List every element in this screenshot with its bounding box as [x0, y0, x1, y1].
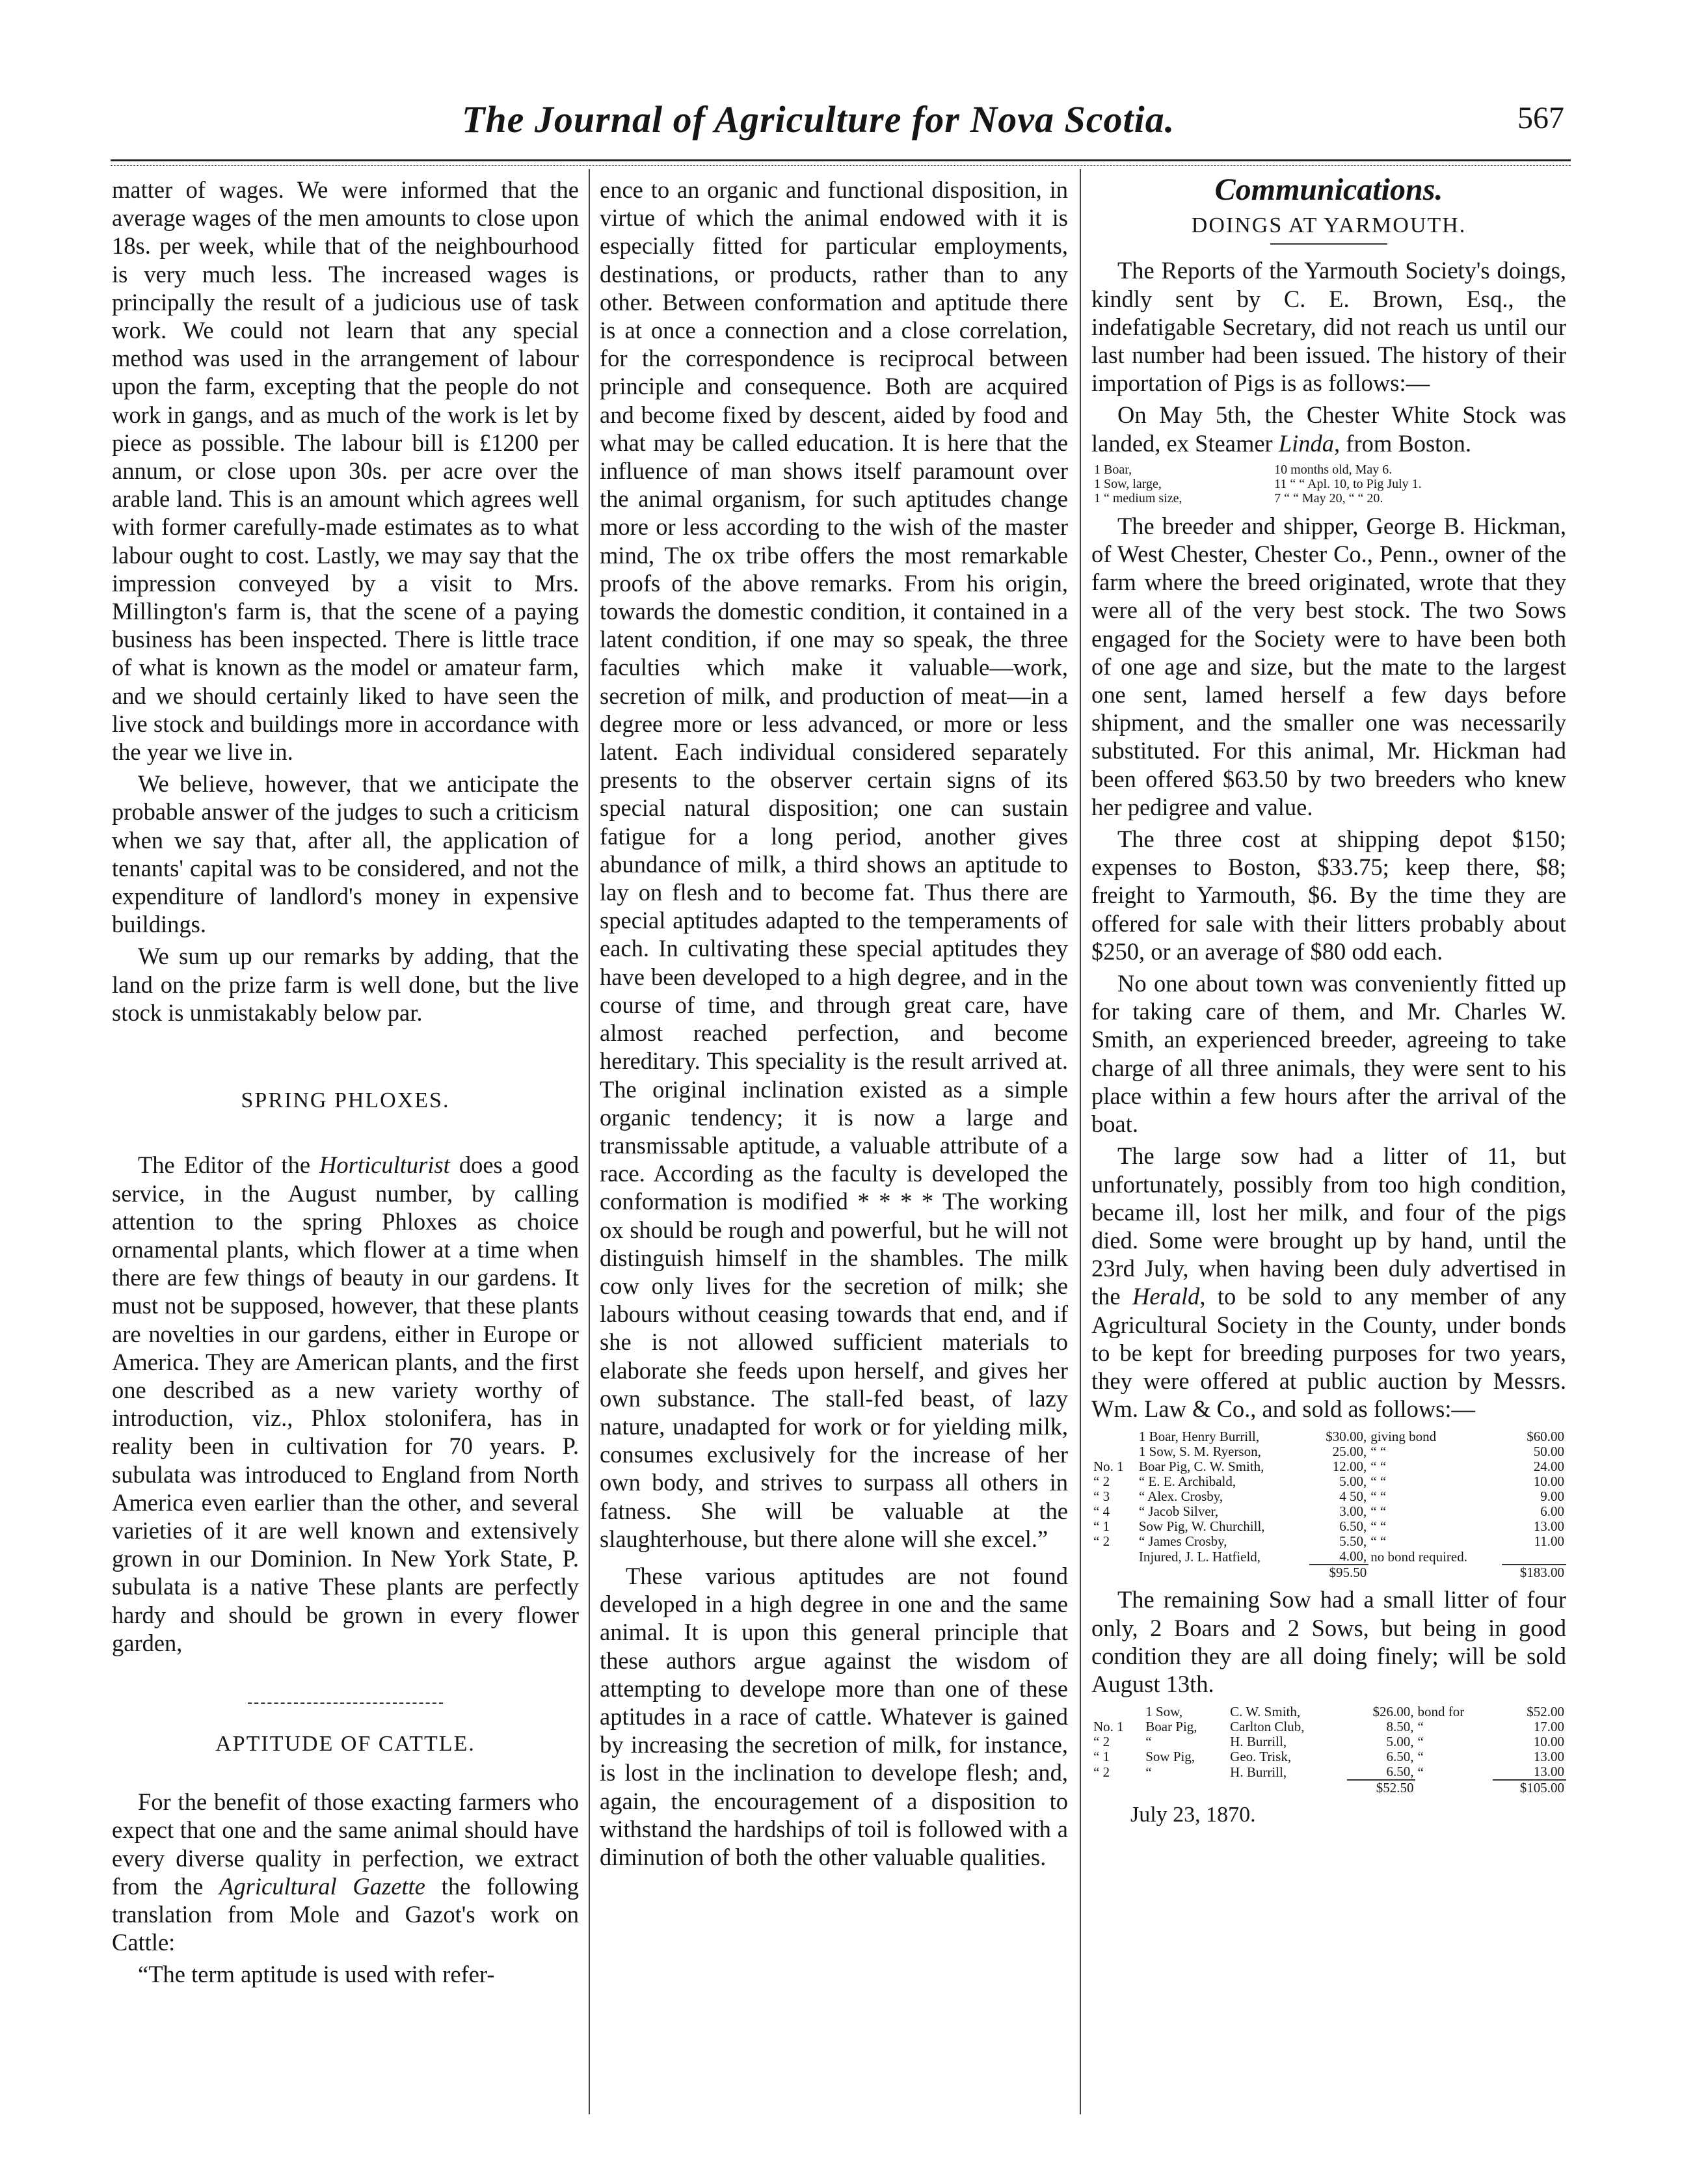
table-cell: “ “ — [1370, 1474, 1387, 1490]
header-rule — [111, 159, 1571, 161]
table-cell: 7 “ “ May 20, “ “ 20. — [1274, 491, 1383, 505]
table-cell: The large sow had a litter of 11, but unfortunately, possibly from too high condition, became ill, lost her milk, and four of the pigs died. Some were brought up by hand, until the 23rd July, when having been duly advertised in the — [1091, 1142, 1566, 1310]
auction-sales-table — [1091, 1429, 1566, 1580]
table-cell: Linda — [1278, 429, 1335, 457]
paragraph: The remaining Sow had a small litter of four only, 2 Boars and 2 Sows, but being in good condition they are all doing finely; will be sold August 13th. — [1091, 1586, 1566, 1697]
table-cell: 6.50, — [1339, 1518, 1367, 1535]
table-cell: H. Burrill, — [1230, 1734, 1287, 1750]
table-cell: No. 1 — [1093, 1719, 1124, 1735]
table-cell: Injured, J. L. Hatfield, — [1138, 1548, 1261, 1565]
table-cell: “ “ — [1370, 1444, 1387, 1460]
table-row — [1091, 477, 1566, 491]
table-cell: The Editor of the — [138, 1151, 320, 1179]
table-cell: 25.00, — [1332, 1444, 1367, 1460]
table-cell: 5.50, — [1339, 1533, 1367, 1550]
table-row — [1091, 1519, 1566, 1534]
section-title-aptitude-of-cattle: APTITUDE OF CATTLE. — [215, 1731, 475, 1756]
table-cell: “ — [1417, 1719, 1424, 1735]
table-cell: “ “ — [1370, 1533, 1387, 1550]
table-cell: “ “ — [1370, 1488, 1387, 1505]
table-cell: giving bond — [1370, 1429, 1437, 1445]
table-row — [1091, 491, 1566, 505]
table-cell — [1368, 1565, 1502, 1580]
section-divider — [248, 1703, 443, 1704]
table-cell: the following translation from Mole and Gazot's work on Cattle: — [112, 1872, 579, 1956]
section-title-communications: Communications. — [1214, 172, 1443, 207]
totals-row — [1091, 1780, 1566, 1796]
table-cell: 1 Boar, Henry Burrill, — [1138, 1429, 1260, 1445]
table-cell: For the benefit of those exacting farmers who expect that one and the same animal should have every diverse quality in perfection, we extract from the — [112, 1788, 579, 1900]
table-cell — [1091, 1565, 1137, 1580]
page-number: 567 — [1517, 101, 1564, 135]
table-cell — [1502, 1549, 1566, 1565]
table-cell: 9.00 — [1540, 1488, 1564, 1505]
table-cell: , to be sold to any member of any Agricultural Society in the County, under bonds to be kept for breeding purposes for two years, they were offered at public auction by Messrs. Wm. Law & Co., and sold as follows:— — [1091, 1283, 1566, 1423]
table-cell: $30.00, — [1326, 1429, 1367, 1445]
paragraph — [1091, 401, 1566, 457]
litter-sales-table — [1091, 1704, 1566, 1796]
paragraph: We believe, however, that we anticipate the probable answer of the judges to such a criticism when we say that, after all, the application of tenants' capital was to be considered, and not the expenditure of landlord's money in expensive buildings. — [112, 770, 579, 938]
section-title-spring-phloxes: SPRING PHLOXES. — [241, 1088, 450, 1113]
table-cell: Sow Pig, — [1145, 1749, 1195, 1765]
table-cell: does a good service, in the August number, by calling attention to the spring Phloxes as choice ornamental plants, which flower at a time when there are few things of beauty in our gardens. It must not be supposed, however, that these plants are novelties in our gardens, either in Europe or America. They are American plants, and the first one described as a new variety worthy of introduction, viz., Phlox stolonifera, has in reality been in cultivation for 70 years. P. subulata was introduced to England from North America even earlier than the other, and several varieties of it are well known and extensively grown in our Dominion. In New York State, P. subulata is a native These plants are perfectly hardy and should be grown in every flower garden, — [112, 1151, 579, 1656]
table-cell: “ — [1417, 1749, 1424, 1765]
table-cell: 4 50, — [1339, 1488, 1367, 1505]
table-row — [1091, 463, 1566, 477]
table-cell: 8.50, — [1386, 1719, 1414, 1735]
table-cell: bond for — [1417, 1704, 1465, 1720]
paragraph: These various aptitudes are not found developed in a high degree in one and the same animal. It is upon this general principle that these authors argue against the wisdom of attempting to develope more than one of these aptitudes in a race of cattle. Whatever is gained by increasing the secretion of milk, for instance, is lost in the inclination to develope flesh; and, again, the encouragement of a disposition to withstand the hardships of toil is followed with a diminution of both the other valuable qualities. — [600, 1562, 1068, 1870]
table-cell: Carlton Club, — [1230, 1719, 1305, 1735]
table-cell — [1091, 1549, 1137, 1565]
table-cell: 10.00 — [1533, 1474, 1564, 1490]
column-rule-1 — [589, 169, 590, 2114]
table-cell: 12.00, — [1332, 1459, 1367, 1475]
table-row — [1091, 1444, 1566, 1459]
table-cell: , from Boston. — [1334, 429, 1471, 457]
running-title: The Journal of Agriculture for Nova Scotia. — [462, 98, 1175, 141]
table-cell: “ Jacob Silver, — [1138, 1503, 1219, 1520]
table-cell: 10 months old, May 6. — [1274, 462, 1393, 477]
table-cell: “ Alex. Crosby, — [1138, 1488, 1223, 1505]
table-cell: $60.00 — [1527, 1429, 1564, 1445]
table-cell: 50.00 — [1533, 1444, 1564, 1460]
table-cell: $52.00 — [1527, 1704, 1564, 1720]
table-cell: “ “ — [1370, 1503, 1387, 1520]
table-cell: 1 Sow, large, — [1094, 476, 1162, 491]
table-row — [1091, 1704, 1566, 1719]
table-cell: C. W. Smith, — [1230, 1704, 1301, 1720]
table-row — [1091, 1749, 1566, 1764]
table-cell: Horticulturist — [319, 1151, 450, 1179]
table-cell: “ 1 — [1093, 1518, 1110, 1535]
totals-row — [1091, 1565, 1566, 1580]
table-cell — [1228, 1780, 1347, 1796]
table-cell: 11 “ “ Apl. 10, to Pig July 1. — [1274, 476, 1422, 491]
table-cell: “ 2 — [1093, 1533, 1110, 1550]
table-cell: 6.50, — [1386, 1749, 1414, 1765]
table-cell: On May 5th, the Chester White Stock was landed, ex Steamer — [1091, 401, 1566, 457]
paragraph — [112, 1151, 579, 1657]
table-cell: 1 Sow, — [1145, 1704, 1183, 1720]
table-cell: no bond required. — [1370, 1548, 1467, 1565]
table-cell: $105.00 — [1493, 1780, 1566, 1796]
table-cell — [1143, 1780, 1228, 1796]
column-rule-2 — [1080, 169, 1081, 2114]
table-row — [1091, 1459, 1566, 1474]
table-cell: “ 3 — [1093, 1488, 1110, 1505]
table-cell: Boar Pig, C. W. Smith, — [1138, 1459, 1264, 1475]
table-cell: 24.00 — [1533, 1459, 1564, 1475]
article-title: DOINGS AT YARMOUTH. — [1191, 213, 1467, 238]
dateline: July 23, 1870. — [1130, 1803, 1256, 1827]
paragraph — [112, 1788, 579, 1956]
table-row — [1091, 1719, 1566, 1734]
table-cell: “ 2 — [1093, 1474, 1110, 1490]
table-cell: “ James Crosby, — [1138, 1533, 1227, 1550]
table-row — [1091, 1534, 1566, 1549]
table-cell — [1091, 1444, 1137, 1459]
running-head — [111, 98, 1571, 150]
paragraph: “The term aptitude is used with refer- — [138, 1961, 495, 1988]
paragraph — [1091, 1142, 1566, 1423]
table-cell — [1091, 1429, 1137, 1444]
table-cell: “ 1 — [1093, 1749, 1110, 1765]
table-cell: 5.00, — [1339, 1474, 1367, 1490]
table-cell: 1 Boar, — [1094, 462, 1132, 477]
table-cell: “ — [1417, 1764, 1424, 1780]
table-cell: $26.00, — [1372, 1704, 1414, 1720]
table-row — [1091, 1504, 1566, 1519]
table-row — [1091, 1489, 1566, 1504]
table-cell: Sow Pig, W. Churchill, — [1138, 1518, 1265, 1535]
table-cell: “ — [1145, 1764, 1152, 1780]
table-row — [1091, 1549, 1566, 1565]
table-cell: “ “ — [1370, 1518, 1387, 1535]
paragraph: The three cost at shipping depot $150; expenses to Boston, $33.75; keep there, $8; freight to Yarmouth, $6. By the time they are offered for sale with their litters probably about $250, or an average of $80 odd each. — [1091, 826, 1566, 965]
column-1 — [112, 176, 579, 1993]
table-cell: Herald — [1132, 1283, 1200, 1310]
table-cell: 4.00, — [1339, 1548, 1367, 1565]
table-cell: “ “ — [1370, 1459, 1387, 1475]
header-rule-dashed — [111, 165, 1571, 166]
column-2 — [600, 176, 1068, 1875]
table-cell — [1415, 1780, 1492, 1796]
table-cell: 1 Sow, S. M. Ryerson, — [1138, 1444, 1261, 1460]
table-cell: Boar Pig, — [1145, 1719, 1197, 1735]
title-rule — [1270, 243, 1387, 245]
paragraph: No one about town was conveniently fitted up for taking care of them, and Mr. Charles W. Smith, an experienced breeder, agreeing to take charge of all three animals, they were sent to his place within a few hours after the arrival of the boat. — [1091, 970, 1566, 1138]
paragraph: ence to an organic and functional disposition, in virtue of which the animal endowed with it is especially fitted for particular employments, destinations, or products, rather than to any other. Between conformation and aptitude there is at once a connection and a close correlation, for the correspondence is reciprocal between principle and consequence. Both are acquired and become fixed by descent, aided by food and what may be called education. It is here that the influence of man shows itself paramount over the animal organism, for such aptitudes change more or less according to the wish of the master mind, The ox tribe offers the most remarkable proofs of the above remarks. From his origin, towards the domestic condition, it contained in a latent condition, if one may so speak, the three faculties which make it valuable—work, secretion of milk, and production of meat—in a degree more or less advanced, or more or less latent. Each individual considered separately presents to the observer certain signs of its special natural disposition; one can sustain fatigue for a long period, another gives abundance of milk, a third shows an aptitude to lay on flesh and to become fat. Thus there are special aptitudes adapted to the temperaments of each. In cultivating these special aptitudes they have been developed to a high degree, and in the course of time, and through great care, have almost reached perfection, and become hereditary. This speciality is the result arrived at. The original inclination existed as a simple organic tendency; it is now a large and transmissable aptitude, a valuable attribute of a race. According as the faculty is developed the conformation is modified * * * * The working ox should be rough and powerful, but he will not distinguish himself in the shambles. The milk cow only lives for the secretion of milk; she labours without ceasing towards that end, and if she is not allowed sufficient materials to elaborate she feeds upon herself, and gives her own substance. The stall-fed beast, of lazy nature, unadapted for work or for yielding milk, consumes exclusively for the increase of her own body, and strives to surpass all others in fatness. She will be valuable at the slaughterhouse, but there alone will she excel.” — [600, 176, 1068, 1552]
table-cell: No. 1 — [1093, 1459, 1124, 1475]
table-cell: 13.00 — [1533, 1749, 1564, 1765]
column-3 — [1091, 172, 1566, 1829]
table-cell: 5.00, — [1386, 1734, 1414, 1750]
table-cell: “ — [1417, 1734, 1424, 1750]
paragraph: matter of wages. We were informed that the average wages of the men amounts to close upon 18s. per week, while that of the neighbourhood is very much less. The increased wages is principally the result of a judicious use of task work. We could not learn that any special method was used in the arrangement of labour upon the farm, excepting that the people do not work in gangs, and as much of the work is let by piece as possible. The labour bill is £1200 per annum, or close upon 30s. per acre over the arable land. This is an amount which agrees well with former carefully-made estimates as to what labour ought to cost. Lastly, we may say that the impression conveyed by a visit to Mrs. Millington's farm is, that the scene of a paying business has been inspected. There is little trace of what is known as the model or amateur farm, and we should certainly liked to have seen the live stock and buildings more in accordance with the year we live in. — [112, 176, 579, 766]
paragraph: The breeder and shipper, George B. Hickman, of West Chester, Chester Co., Penn., owner of the farm where the breed originated, wrote that they were all of the very best stock. The two Sows engaged for the Society were to have been both of one age and size, but the mate to the largest one sent, lamed herself a few days before shipment, and the smaller one was necessarily substituted. For this animal, Mr. Hickman had been offered $63.50 by two breeders who knew her pedigree and value. — [1091, 512, 1566, 820]
table-cell: $183.00 — [1502, 1565, 1566, 1580]
table-cell: Agricultural Gazette — [219, 1872, 425, 1900]
table-cell — [1137, 1565, 1309, 1580]
table-cell: “ — [1145, 1734, 1152, 1750]
table-cell: 13.00 — [1533, 1518, 1564, 1535]
table-row — [1091, 1764, 1566, 1780]
stock-table — [1091, 463, 1566, 505]
table-cell: 6.50, — [1386, 1764, 1414, 1780]
table-cell: “ 2 — [1093, 1734, 1110, 1750]
paragraph: The Reports of the Yarmouth Society's doings, kindly sent by C. E. Brown, Esq., the indefatigable Secretary, did not reach us until our last number had been issued. The history of their importation of Pigs is as follows:— — [1091, 257, 1566, 397]
table-cell: 1 “ medium size, — [1094, 491, 1182, 505]
table-cell — [1091, 1704, 1143, 1719]
table-cell: “ 4 — [1093, 1503, 1110, 1520]
table-cell — [1091, 1780, 1143, 1796]
table-cell: 6.00 — [1540, 1503, 1564, 1520]
table-cell: “ E. E. Archibald, — [1138, 1474, 1236, 1490]
table-cell: 11.00 — [1534, 1533, 1564, 1550]
table-row — [1091, 1474, 1566, 1489]
table-cell: “ 2 — [1093, 1764, 1110, 1780]
table-row — [1091, 1429, 1566, 1444]
table-cell: $52.50 — [1347, 1780, 1415, 1796]
table-cell: 3.00, — [1339, 1503, 1367, 1520]
table-row — [1091, 1734, 1566, 1749]
table-cell: H. Burrill, — [1230, 1764, 1287, 1780]
table-cell: 17.00 — [1533, 1719, 1564, 1735]
table-cell: Geo. Trisk, — [1230, 1749, 1292, 1765]
table-cell: $95.50 — [1309, 1565, 1369, 1580]
table-cell: 13.00 — [1533, 1764, 1564, 1780]
table-cell: 10.00 — [1533, 1734, 1564, 1750]
paragraph: We sum up our remarks by adding, that the land on the prize farm is well done, but the live stock is unmistakably below par. — [112, 943, 579, 1026]
